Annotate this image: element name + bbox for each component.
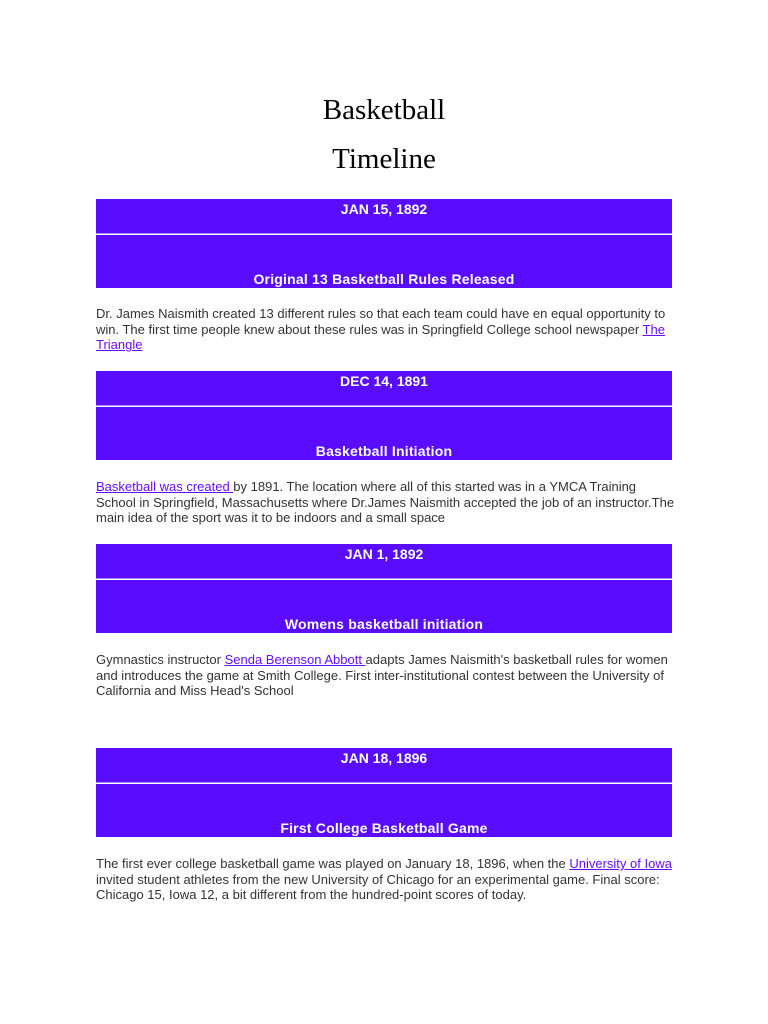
date-bar <box>96 748 672 783</box>
event-bar <box>96 407 672 460</box>
entry-description: Basketball was created by 1891. The location where all of this started was in a YMCA Training School in Springfield, Massachusetts where Dr.James Naismith accepted the job of an instructor.The main idea of the sport was it to be indoors and a small space <box>96 479 675 526</box>
entry-title: First College Basketball Game <box>280 820 488 836</box>
entry-title: Womens basketball initiation <box>284 616 484 632</box>
entry-date: JAN 18, 1896 <box>340 750 428 766</box>
entry-description: Gymnastics instructor Senda Berenson Abbott adapts James Naismith's basketball rules for women and introduces the game at Smith College. First inter-institutional contest between the University of California and Miss Head's School <box>96 652 668 699</box>
page-title: Basketball <box>322 94 446 126</box>
entry-description: The first ever college basketball game was played on January 18, 1896, when the University of Iowa invited student athletes from the new University of Chicago for an experimental game. Final score: Chicago 15, Iowa 12, a bit different from the hundred-point scores of today. <box>96 856 672 903</box>
entry-date: DEC 14, 1891 <box>340 373 428 389</box>
event-bar <box>96 784 672 837</box>
entry-title: Original 13 Basketball Rules Released <box>253 271 515 287</box>
date-bar <box>96 199 672 234</box>
entry-title: Basketball Initiation <box>315 443 453 459</box>
page-subtitle: Timeline <box>332 143 436 175</box>
entry-date: JAN 15, 1892 <box>340 201 428 217</box>
university-of-iowa-link[interactable]: University of Iowa <box>569 856 672 871</box>
date-bar <box>96 371 672 406</box>
entry-description: Dr. James Naismith created 13 different rules so that each team could have en equal opportunity to win. The first time people knew about these rules was in Springfield College school newspaper The Triangle <box>96 306 666 353</box>
senda-berenson-abbott-link[interactable]: Senda Berenson Abbott <box>224 652 366 667</box>
the-triangle-link[interactable]: The Triangle <box>96 321 665 353</box>
event-bar <box>96 580 672 633</box>
basketball-was-created-link[interactable]: Basketball was created <box>96 479 234 494</box>
event-bar <box>96 235 672 288</box>
date-bar <box>96 544 672 579</box>
entry-date: JAN 1, 1892 <box>344 546 424 562</box>
